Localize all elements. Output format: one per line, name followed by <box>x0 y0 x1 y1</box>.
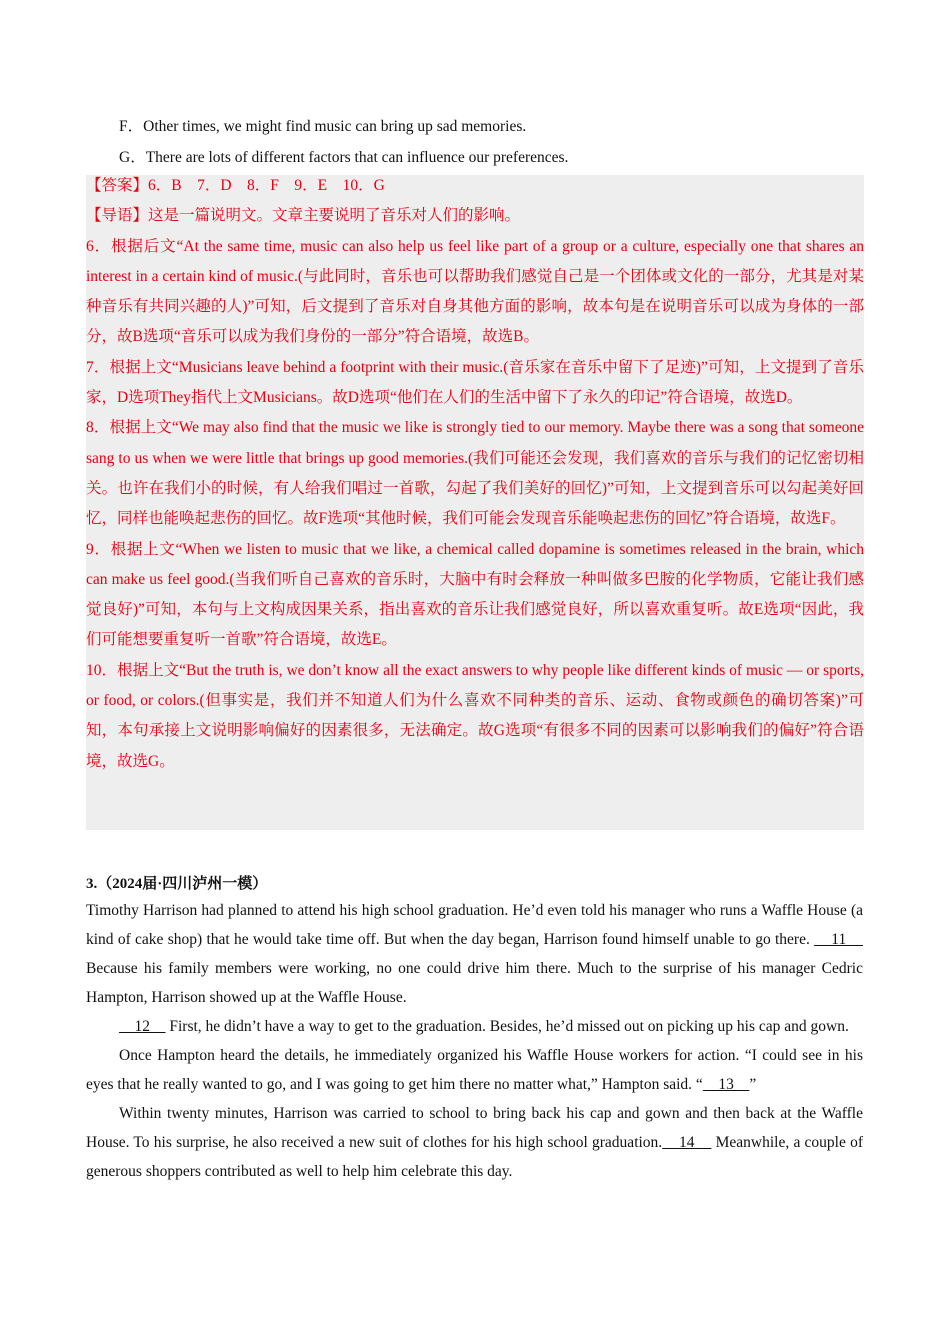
passage-paragraph-3 <box>86 1041 863 1099</box>
blank-11: 11 <box>814 931 863 948</box>
paragraph-text: Because his family members were working, no one could drive him there. Much to the surprise of his manager Cedric Hampton, Harrison showed up at the Waffle House. <box>86 960 863 1006</box>
passage <box>86 896 863 1186</box>
passage-paragraph-4 <box>86 1099 863 1186</box>
paragraph-text: First, he didn’t have a way to get to the graduation. Besides, he’d missed out on picking up his cap and gown. <box>165 1018 849 1035</box>
explanation-9: 9．根据上文“When we listen to music that we like, a chemical called dopamine is sometimes released in the brain, which can make us feel good.(当我们听自己喜欢的音乐时，大脑中有时会释放一种叫做多巴胺的化学物质，它能让我们感觉良好)”可知，本句与上文构成因果关系，指出喜欢的音乐让我们感觉良好，所以喜欢重复听。故E选项“因此，我们可能想要重复听一首歌”符合语境，故选E。 <box>86 540 864 649</box>
paragraph-text: Within twenty minutes, Harrison was carried to school to bring back his cap and gown and then back at the Waffle House. To his surprise, he also received a new suit of clothes for his high school graduation. <box>86 1105 863 1151</box>
blank-12: 12 <box>119 1018 166 1035</box>
passage-paragraph-1 <box>86 896 863 1012</box>
option-f: F．Other times, we might find music can bring up sad memories. <box>119 118 527 135</box>
paragraph-text: Timothy Harrison had planned to attend his high school graduation. He’d even told his manager who runs a Waffle House (a kind of cake shop) that he would take time off. But when the day began, Harrison found himself unable to go there. <box>86 902 863 948</box>
explanation-7: 7．根据上文“Musicians leave behind a footprint with their music.(音乐家在音乐中留下了足迹)”可知，上文提到了音乐家，D选项They指代上文Musicians。故D选项“他们在人们的生活中留下了永久的印记”符合语境，故选D。 <box>86 358 864 407</box>
question-heading: 3.（2024届·四川泸州一模） <box>86 876 268 892</box>
answer-guide: 【导语】这是一篇说明文。文章主要说明了音乐对人们的影响。 <box>86 207 521 225</box>
blank-14: 14 <box>662 1134 712 1151</box>
answer-key: 【答案】6．B 7．D 8．F 9．E 10．G <box>86 177 385 194</box>
explanation-6: 6．根据后文“At the same time, music can also help us feel like part of a group or a culture, especially one that shares an interest in a certain kind of music.(与此同时，音乐也可以帮助我们感觉自己是一个团体或文化的一部分，尤其是对某种音乐有共同兴趣的人)”可知，后文提到了音乐对自身其他方面的影响，故本句是在说明音乐可以成为身体的一部分，故B选项“音乐可以成为我们身份的一部分”符合语境，故选B。 <box>86 237 864 346</box>
explanation-10: 10．根据上文“But the truth is, we don’t know all the exact answers to why people like different kinds of music — or sports, or food, or colors.(但事实是，我们并不知道人们为什么喜欢不同种类的音乐、运动、食物或颜色的确切答案)”可知，本句承接上文说明影响偏好的因素很多，无法确定。故G选项“有很多不同的因素可以影响我们的偏好”符合语境，故选G。 <box>86 661 864 770</box>
explanation-8: 8．根据上文“We may also find that the music we like is strongly tied to our memory. Maybe there was a song that someone sang to us when we were little that brings up good memories.(我们可能还会发现，我们喜欢的音乐与我们的记忆密切相关。也许在我们小的时候，有人给我们唱过一首歌，勾起了我们美好的回忆)”可知，上文提到音乐可以勾起美好回忆，同样也能唤起悲伤的回忆。故F选项“其他时候，我们可能会发现音乐能唤起悲伤的回忆”符合语境，故选F。 <box>86 419 864 528</box>
paragraph-text: ” <box>749 1076 757 1093</box>
blank-13: 13 <box>702 1076 750 1093</box>
passage-paragraph-2 <box>86 1012 863 1041</box>
answer-section <box>86 171 864 777</box>
paragraph-text: Meanwhile, a couple of generous shoppers contributed as well to help him celebrate this day. <box>86 1134 863 1180</box>
option-g: G．There are lots of different factors that can influence our preferences. <box>119 149 569 166</box>
paragraph-text: Once Hampton heard the details, he immediately organized his Waffle House workers for action. “I could see in his eyes that he really wanted to go, and I was going to get him there no matter what,” Hampton said. “ <box>86 1047 863 1093</box>
